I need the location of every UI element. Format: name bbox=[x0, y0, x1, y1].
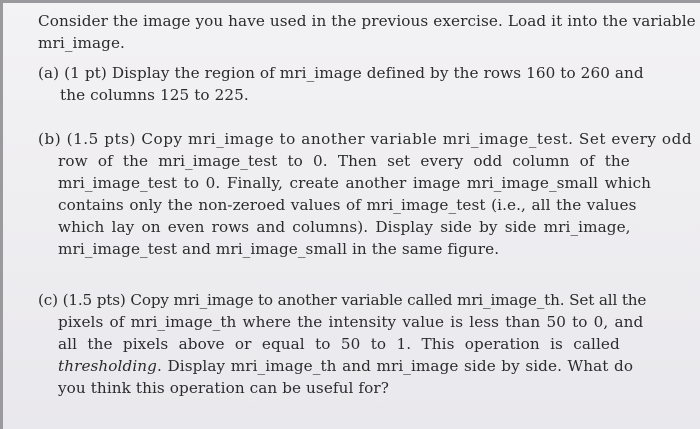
thresholding-term: thresholding bbox=[58, 357, 157, 375]
part-c-line-3: all the pixels above or equal to 50 to 1. This operation is called bbox=[58, 335, 620, 353]
part-b-line-4: contains only the non-zeroed values of mri_image_test (i.e., all the values bbox=[58, 196, 637, 214]
part-c-paragraph bbox=[38, 289, 647, 399]
part-c-line-5: you think this operation can be useful for? bbox=[58, 379, 389, 397]
intro-paragraph bbox=[38, 10, 696, 54]
part-b-paragraph bbox=[38, 128, 693, 260]
left-edge-shadow bbox=[0, 0, 3, 429]
intro-line-2: mri_image. bbox=[38, 34, 125, 52]
part-a-line-1: (a) (1 pt) Display the region of mri_image defined by the rows 160 to 260 and bbox=[38, 64, 644, 82]
intro-line-1: Consider the image you have used in the previous exercise. Load it into the variable bbox=[38, 12, 696, 30]
part-c-line-4-rest: . Display mri_image_th and mri_image side by side. What do bbox=[157, 357, 634, 375]
part-b-line-2: row of the mri_image_test to 0. Then set every odd column of the bbox=[58, 152, 630, 170]
part-b-line-1: (b) (1.5 pts) Copy mri_image to another variable mri_image_test. Set every odd bbox=[38, 130, 693, 148]
part-c-line-1: (c) (1.5 pts) Copy mri_image to another variable called mri_image_th. Set all the bbox=[38, 291, 647, 309]
part-b-line-6: mri_image_test and mri_image_small in the same figure. bbox=[58, 240, 500, 258]
part-a-paragraph bbox=[38, 62, 644, 106]
part-c-line-2: pixels of mri_image_th where the intensity value is less than 50 to 0, and bbox=[58, 313, 644, 331]
part-a-line-2: the columns 125 to 225. bbox=[60, 86, 249, 104]
part-b-line-5: which lay on even rows and columns). Display side by side mri_image, bbox=[58, 218, 631, 236]
part-c-line-4 bbox=[38, 355, 634, 377]
top-edge-shadow bbox=[0, 0, 700, 3]
part-b-line-3: mri_image_test to 0. Finally, create another image mri_image_small which bbox=[58, 174, 652, 192]
